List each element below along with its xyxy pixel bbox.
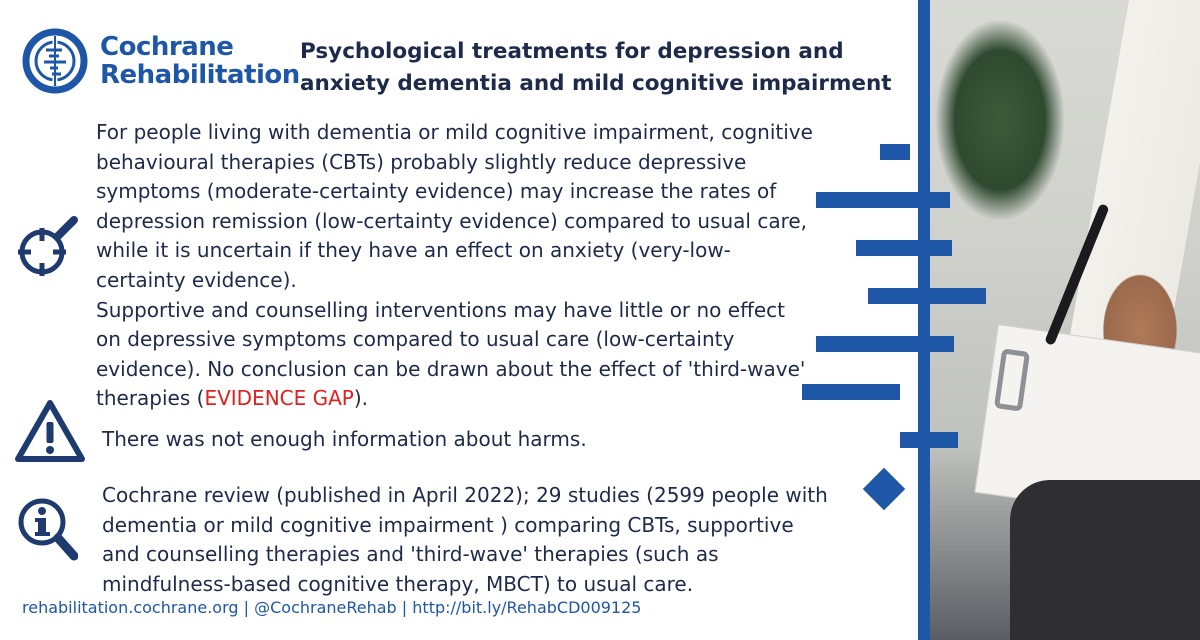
page-title: Psychological treatments for depression and anxiety dementia and mild cognitive impairment (300, 39, 892, 96)
brand-line-2: Rehabilitation (100, 60, 300, 90)
crosshair-magnifier-icon (14, 214, 80, 280)
review-info-text: Cochrane review (published in April 2022); 29 studies (2599 people with dementia or mild cognitive impairment ) comparing CBTs, supportive and counselling therapies and 'third-wave' therapies (such as mindfulness-based cognitive therapy, MBCT) to usual care. (102, 483, 828, 596)
forest-bar (856, 240, 952, 256)
summary-diamond (863, 468, 905, 510)
cochrane-logo-icon (22, 28, 88, 94)
findings-section (96, 118, 816, 414)
evidence-gap-label: EVIDENCE GAP (204, 386, 354, 411)
clipboard-photo (930, 0, 1200, 640)
vertical-divider-bar (918, 0, 930, 640)
findings-paragraph-1: For people living with dementia or mild cognitive impairment, cognitive behavioural therapies (CBTs) probably slightly reduce depressive symptoms (moderate-certainty evidence) may increase the rates of depression remission (low-certainty evidence) compared to usual care, while it is uncertain if they have an effect on anxiety (very-low-certainty evidence). (96, 120, 813, 292)
dark-clothing (1010, 480, 1200, 640)
forest-bar (816, 192, 950, 208)
harms-text: There was not enough information about harms. (102, 427, 587, 451)
footer-links[interactable]: rehabilitation.cochrane.org | @CochraneRehab | http://bit.ly/RehabCD009125 (22, 598, 642, 617)
forest-bar (880, 144, 910, 160)
findings-paragraph-2-text: Supportive and counselling interventions may have little or no effect on depressive symptoms compared to usual care (low-certainty evidence). No conclusion can be drawn about the effect of 'third-wave' therapies ( (96, 297, 806, 411)
forest-bar (816, 336, 954, 352)
brand-line-1: Cochrane (100, 32, 234, 62)
forest-bar (802, 384, 900, 400)
findings-paragraph-2-end: ). (353, 386, 369, 411)
findings-paragraph-2 (96, 296, 816, 414)
cochrane-logo (22, 28, 300, 94)
info-magnifier-icon (16, 494, 78, 562)
pen (1044, 203, 1109, 346)
forest-bar (900, 432, 958, 448)
warning-triangle-icon (14, 398, 86, 464)
forest-bar (868, 288, 986, 304)
